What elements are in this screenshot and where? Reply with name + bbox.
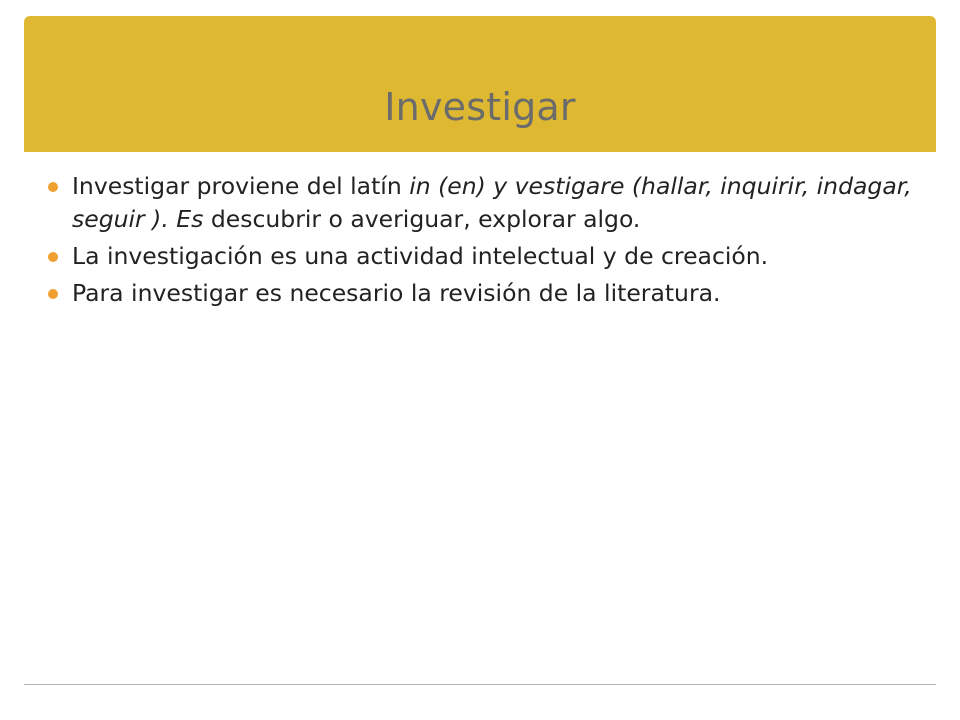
- bullet-list: [48, 170, 928, 314]
- bullet-text: La investigación es una actividad intelectual y de creación.: [72, 241, 769, 270]
- bullet-text-italic: in (en) y vestigare (hallar, inquirir, indagar, seguir ). Es: [72, 172, 912, 233]
- bullet-dot-icon: [48, 289, 58, 299]
- bullet-item: [48, 277, 928, 310]
- bullet-text-plain: descubrir o averiguar, explorar algo.: [210, 204, 641, 233]
- bullet-dot-icon: [48, 252, 58, 262]
- slide-title: Investigar: [384, 85, 576, 129]
- bullet-text: Para investigar es necesario la revisión de la literatura.: [72, 278, 721, 307]
- bullet-item: [48, 240, 928, 273]
- bullet-item: [48, 170, 928, 236]
- footer-divider: [24, 684, 936, 685]
- bullet-text-plain: Investigar proviene del latín: [72, 172, 410, 200]
- title-bar: [24, 16, 936, 152]
- bullet-dot-icon: [48, 182, 58, 192]
